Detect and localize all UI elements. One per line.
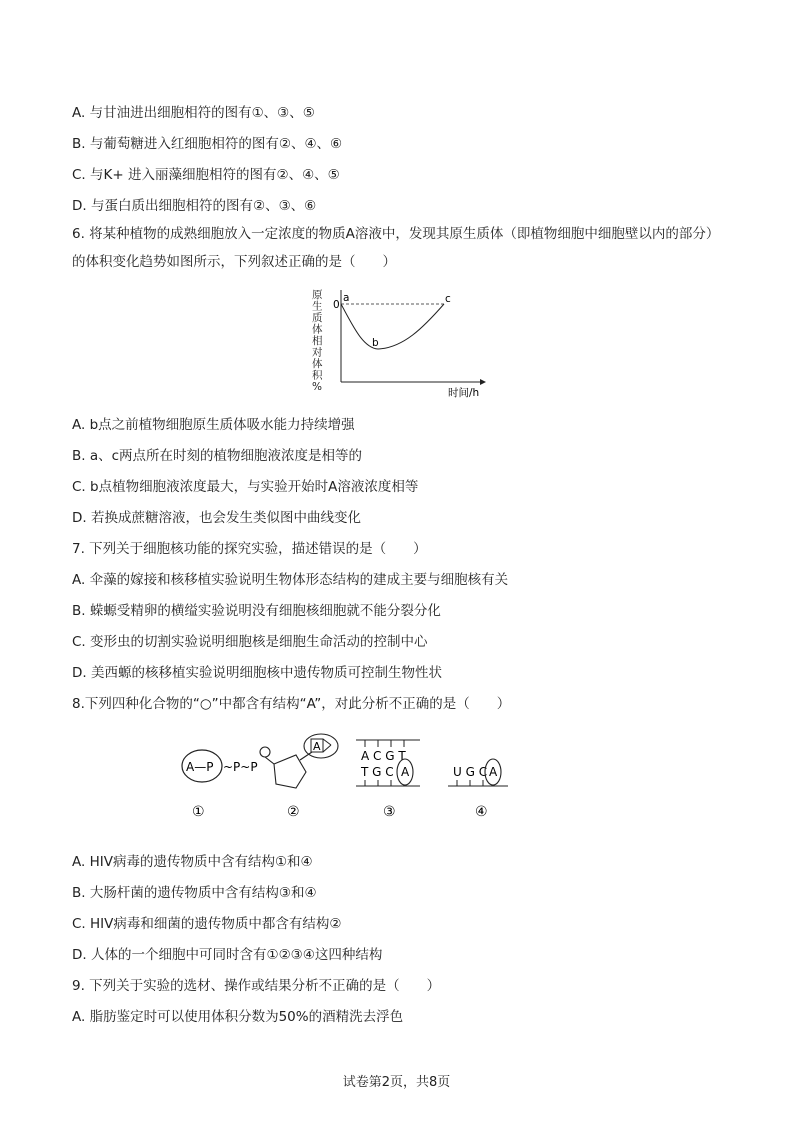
dna-bottom-seq: T G C (361, 765, 394, 779)
q9-stem: 9. 下列关于实验的选材、操作或结果分析不正确的是（ ） (72, 978, 441, 994)
q5-option-a: A. 与甘油进出细胞相符的图有①、③、⑤ (72, 105, 315, 121)
q6-option-d: D. 若换成蔗糖溶液，也会发生类似图中曲线变化 (72, 510, 361, 526)
q8-option-a: A. HIV病毒的遗传物质中含有结构①和④ (72, 854, 313, 870)
q7-option-a: A. 伞藻的嫁接和核移植实验说明生物体形态结构的建成主要与细胞核有关 (72, 572, 509, 588)
label-3: ③ (383, 804, 396, 820)
q6-ylabel-char: % (312, 381, 322, 393)
q8-option-c: C. HIV病毒和细菌的遗传物质中都含有结构② (72, 916, 342, 932)
label-2: ② (287, 804, 300, 820)
q6-ylabel-char: 体 (312, 358, 323, 370)
nucleotide-base: A (313, 740, 321, 753)
rna-circled-base: A (489, 765, 498, 779)
q6-point-b: b (372, 337, 379, 349)
pentose-icon (274, 755, 306, 788)
q6-point-c: c (445, 293, 451, 305)
q6-figure (308, 286, 488, 402)
q6-ylabel-char: 积 (312, 369, 323, 382)
q8-option-d: D. 人体的一个细胞中可同时含有①②③④这四种结构 (72, 947, 383, 963)
dna-top-seq: A C G T (361, 749, 406, 763)
q6-ylabel-char: 质 (312, 312, 323, 324)
q6-origin: 0 (333, 299, 340, 311)
q6-option-a: A. b点之前植物细胞原生质体吸水能力持续增强 (72, 417, 355, 433)
q6-ylabel-char: 对 (312, 346, 323, 359)
phosphate-icon (260, 747, 270, 757)
q7-option-c: C. 变形虫的切割实验说明细胞核是细胞生命活动的控制中心 (72, 634, 428, 650)
label-1: ① (192, 804, 205, 820)
q6-ylabel-char: 生 (312, 300, 323, 313)
q6-stem: 6. 将某种植物的成熟细胞放入一定浓度的物质A溶液中，发现其原生质体（即植物细胞中细胞壁以内的部分）的体积变化趋势如图所示，下列叙述正确的是（ ） (72, 226, 720, 270)
dna-circled-base: A (401, 765, 410, 779)
atp-tail: ~P~P (223, 760, 258, 774)
q6-ylabel (312, 289, 323, 393)
q5-option-c: C. 与K+ 进入丽藻细胞相符的图有②、④、⑤ (72, 167, 340, 183)
q9-option-a: A. 脂肪鉴定时可以使用体积分数为50%的酒精洗去浮色 (72, 1009, 404, 1025)
q5-option-b: B. 与葡萄糖进入红细胞相符的图有②、④、⑥ (72, 136, 343, 152)
q6-point-a: a (343, 292, 350, 304)
q6-option-b: B. a、c两点所在时刻的植物细胞液浓度是相等的 (72, 448, 363, 464)
q8-option-b: B. 大肠杆菌的遗传物质中含有结构③和④ (72, 885, 317, 901)
q6-option-c: C. b点植物细胞液浓度最大，与实验开始时A溶液浓度相等 (72, 479, 419, 495)
q8-figure (170, 730, 510, 825)
q5-option-d: D. 与蛋白质出细胞相符的图有②、③、⑥ (72, 198, 317, 214)
q6-xlabel: 时间/h (448, 387, 480, 399)
q6-ylabel-char: 原 (312, 289, 323, 301)
q7-option-b: B. 蝾螈受精卵的横缢实验说明没有细胞核细胞就不能分裂分化 (72, 603, 441, 619)
q6-ylabel-char: 相 (312, 335, 323, 347)
q6-ylabel-char: 体 (312, 323, 323, 336)
q7-option-d: D. 美西螈的核移植实验说明细胞核中遗传物质可控制生物性状 (72, 665, 442, 681)
q6-x-arrow (480, 379, 486, 385)
q6-curve (341, 304, 444, 349)
page-footer: 试卷第2页，共8页 (342, 1075, 451, 1090)
q7-stem: 7. 下列关于细胞核功能的探究实验，描述错误的是（ ） (72, 541, 427, 557)
atp-label: A—P (186, 760, 214, 774)
label-4: ④ (475, 804, 488, 820)
rna-seq: U G C (453, 765, 488, 779)
base-circle (304, 734, 338, 758)
q8-stem: 8.下列四种化合物的“○”中都含有结构“A”，对此分析不正确的是（ ） (72, 696, 511, 712)
